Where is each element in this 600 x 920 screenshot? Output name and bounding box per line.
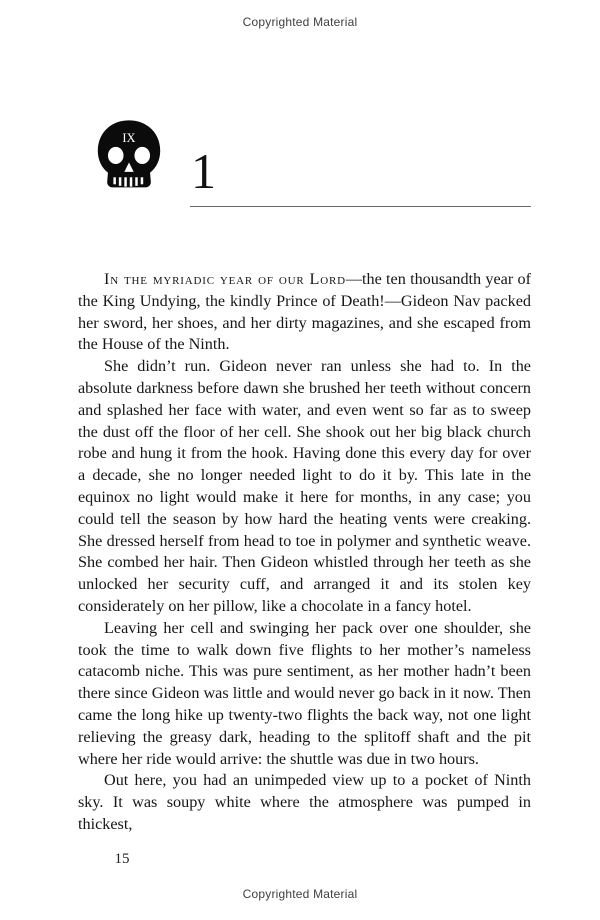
body-paragraph: She didn’t run. Gideon never ran unless she had to. In the absolute darkness before dawn she brushed her teeth without concern and splashed her face with water, and even went so far as to sweep the dust off the floor of her cell. She shook out her big black church robe and hung it from the hook. Having done this every day for over a decade, she no longer needed light to do it by. This late in the equinox no light would make it here for months, in any case; you could tell the season by how hard the heating vents were creaking. She dressed herself from head to toe in polymer and synthetic weave. She combed her hair. Then Gideon whistled through her teeth as she unlocked her security cuff, and arranged it and its stolen key considerately on her pillow, like a chocolate in a fancy hotel.	[78, 357, 531, 615]
body-paragraph-opening	[78, 269, 531, 356]
body-paragraph: Out here, you had an unimpeded view up to a pocket of Ninth sky. It was soupy white where the atmosphere was pumped in thickest,	[78, 771, 531, 833]
chapter-number: 1	[191, 143, 216, 199]
opening-smallcaps-phrase: In the myriadic year of our Lord	[104, 270, 346, 288]
copyright-notice-bottom: Copyrighted Material	[242, 887, 358, 901]
chapter-divider-rule	[190, 206, 531, 207]
skull-numeral-label: IX	[122, 131, 136, 146]
opening-rest-text: —the ten thousandth year of the King Undying, the kindly Prince of Death!—Gideon Nav packed her sword, her shoes, and her dirty magazines, and she escaped from the House of the Ninth.	[78, 270, 531, 354]
page-number: 15	[114, 851, 130, 867]
skull-icon	[90, 118, 168, 196]
copyright-notice-top: Copyrighted Material	[242, 15, 358, 29]
body-paragraph: Leaving her cell and swinging her pack over one shoulder, she took the time to walk down five flights to her mother’s nameless catacomb niche. This was pure sentiment, as her mother hadn’t been there since Gideon was little and would never go back in it now. Then came the long hike up twenty-two flights the back way, not one light relieving the greasy dark, heading to the splitoff shaft and the pit where her ride would arrive: the shuttle was due in two hours.	[78, 618, 531, 768]
body-text-block	[78, 269, 531, 836]
